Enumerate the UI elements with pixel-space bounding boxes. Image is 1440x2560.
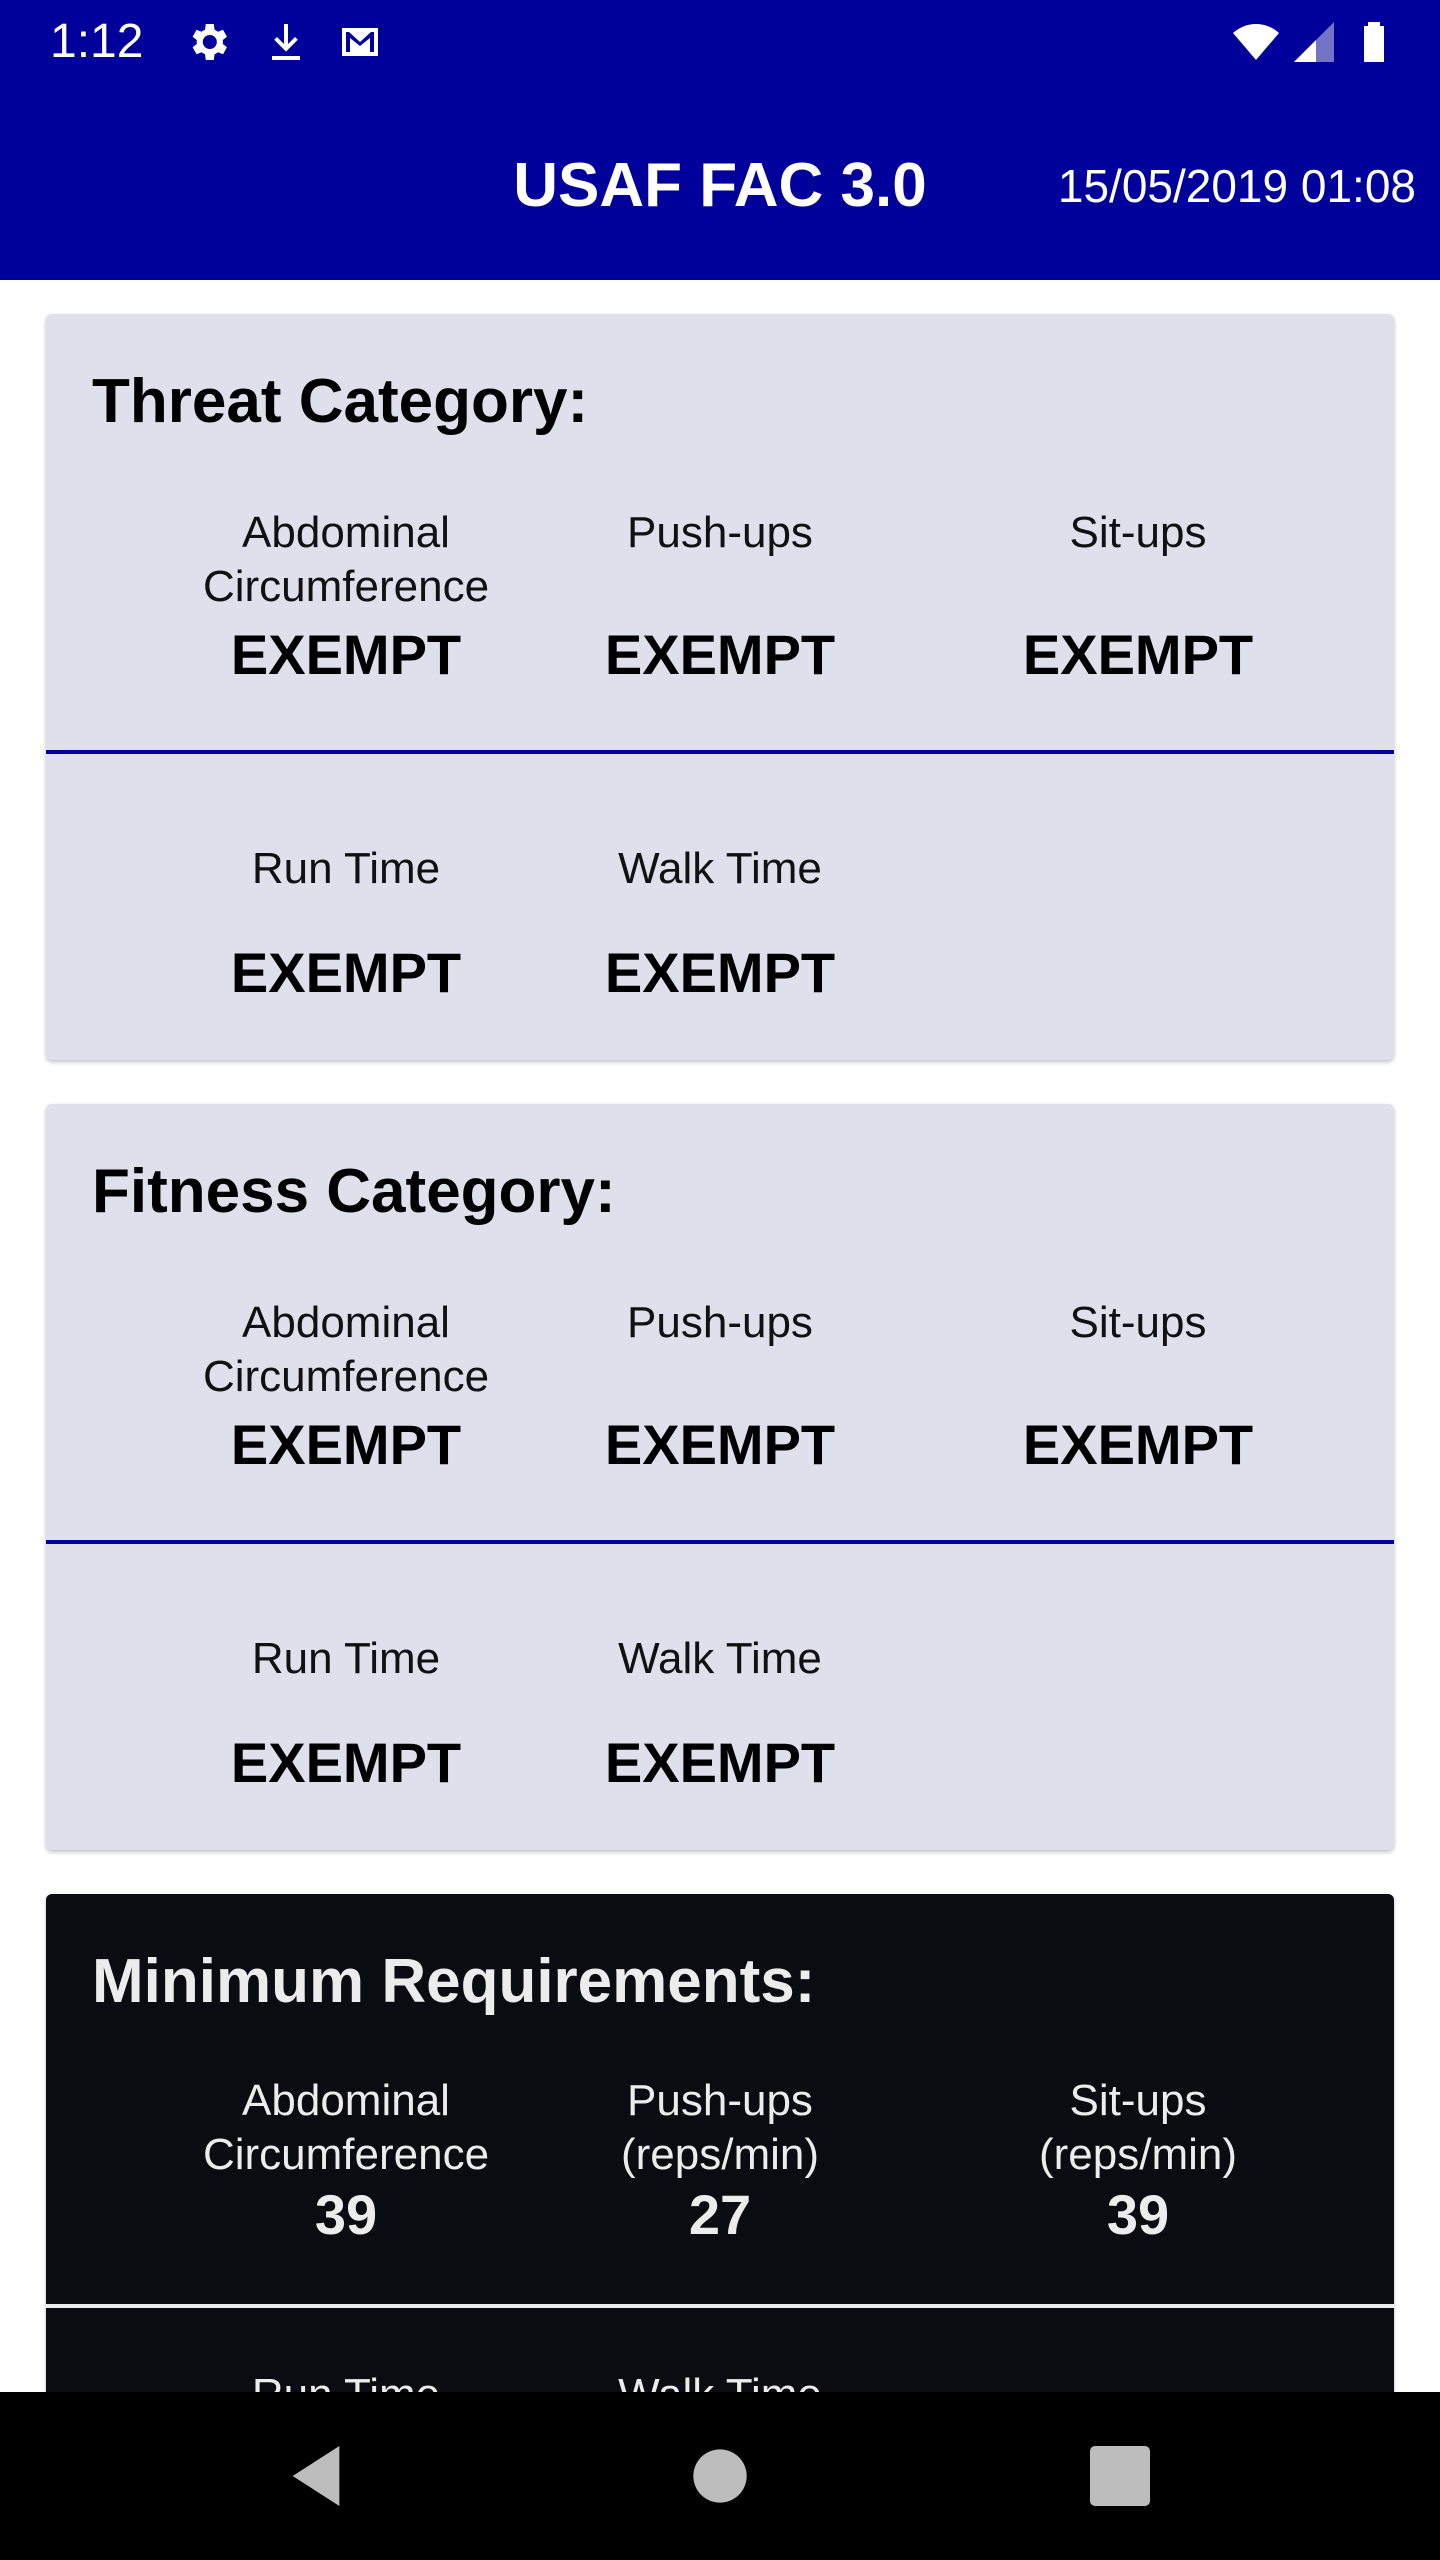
run-time-value: EXEMPT	[230, 941, 462, 1004]
minimum-situps	[928, 2074, 1348, 2248]
status-time: 1:12	[50, 15, 144, 68]
run-time-label: Run Time	[251, 844, 441, 893]
threat-category-title: Threat Category:	[92, 367, 589, 436]
situps-value: 39	[1106, 2183, 1170, 2246]
situps-label: Sit-ups	[1069, 1298, 1207, 1347]
fitness-pushups	[510, 1296, 930, 1478]
app-title: USAF FAC 3.0	[513, 151, 927, 220]
threat-pushups	[510, 506, 930, 688]
fitness-category-title: Fitness Category:	[92, 1157, 616, 1226]
pushups-value: 27	[688, 2183, 752, 2246]
situps-label: Sit-ups (reps/min)	[1038, 2076, 1238, 2179]
abdominal-label: Abdominal Circumference	[202, 1298, 490, 1401]
minimum-requirements-title: Minimum Requirements:	[92, 1947, 816, 2016]
status-bar	[0, 0, 1440, 84]
pushups-value: EXEMPT	[604, 623, 836, 686]
wifi-icon	[1226, 18, 1286, 66]
situps-value: EXEMPT	[1022, 1413, 1254, 1476]
app-bar	[0, 84, 1440, 280]
run-time-label: Run Time	[251, 1634, 441, 1683]
abdominal-value: EXEMPT	[230, 623, 462, 686]
download-icon	[262, 18, 310, 66]
section-divider	[46, 2304, 1394, 2308]
pushups-value: EXEMPT	[604, 1413, 836, 1476]
walk-time-value: EXEMPT	[604, 941, 836, 1004]
pushups-label: Push-ups	[627, 1298, 813, 1347]
signal-icon	[1290, 18, 1338, 66]
fitness-situps	[928, 1296, 1348, 1478]
walk-time-label: Walk Time	[618, 844, 822, 893]
section-divider	[46, 1540, 1394, 1544]
app-datetime: 15/05/2019 01:08	[1057, 160, 1416, 212]
abdominal-label: Abdominal Circumference	[202, 508, 490, 611]
fitness-category-card	[46, 1104, 1394, 1850]
pushups-label: Push-ups	[627, 508, 813, 557]
battery-icon	[1350, 18, 1398, 66]
fitness-walk-time	[510, 1632, 930, 1796]
threat-abdominal	[136, 506, 556, 688]
section-divider	[46, 750, 1394, 754]
threat-run-time	[136, 842, 556, 1006]
gear-icon	[184, 18, 232, 66]
gmail-icon	[336, 18, 384, 66]
situps-label: Sit-ups	[1069, 508, 1207, 557]
threat-walk-time	[510, 842, 930, 1006]
minimum-abdominal	[136, 2074, 556, 2248]
navigation-bar	[0, 2392, 1440, 2560]
abdominal-value: 39	[314, 2183, 378, 2246]
situps-value: EXEMPT	[1022, 623, 1254, 686]
walk-time-label: Walk Time	[618, 1634, 822, 1683]
back-icon[interactable]	[276, 2436, 356, 2516]
abdominal-label: Abdominal Circumference	[202, 2076, 490, 2179]
pushups-label: Push-ups (reps/min)	[620, 2076, 820, 2179]
run-time-value: EXEMPT	[230, 1731, 462, 1794]
fitness-abdominal	[136, 1296, 556, 1478]
fitness-run-time	[136, 1632, 556, 1796]
home-icon[interactable]	[680, 2436, 760, 2516]
walk-time-value: EXEMPT	[604, 1731, 836, 1794]
threat-situps	[928, 506, 1348, 688]
minimum-pushups	[510, 2074, 930, 2248]
threat-category-card	[46, 314, 1394, 1060]
recents-icon[interactable]	[1080, 2436, 1160, 2516]
minimum-requirements-card	[46, 1894, 1394, 2454]
abdominal-value: EXEMPT	[230, 1413, 462, 1476]
